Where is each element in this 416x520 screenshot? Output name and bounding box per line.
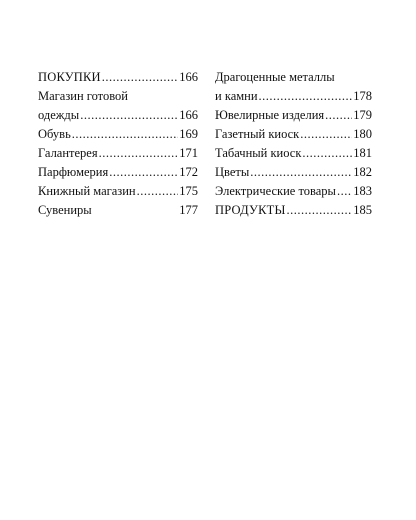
toc-entry-title: Газетный киоск bbox=[215, 127, 300, 141]
toc-entry-title: Сувениры bbox=[38, 203, 92, 217]
toc-entry-page: 182 bbox=[353, 165, 372, 179]
dot-leader bbox=[102, 68, 178, 87]
toc-entry-knizhny bbox=[38, 182, 198, 201]
toc-entry-page: 180 bbox=[353, 127, 372, 141]
toc-entry-title: Галантерея bbox=[38, 146, 98, 160]
toc-entry-odezhdy bbox=[38, 106, 198, 125]
toc-entry-title: ПРОДУКТЫ bbox=[215, 203, 286, 217]
toc-entry-pokupki bbox=[38, 68, 198, 87]
dot-leader bbox=[99, 144, 179, 163]
toc-entry-parfyumeriya bbox=[38, 163, 198, 182]
toc-column-left bbox=[38, 68, 198, 220]
toc-entry-title: Книжный магазин bbox=[38, 184, 136, 198]
toc-entry-elektricheskie bbox=[215, 182, 372, 201]
dot-leader bbox=[325, 106, 352, 125]
toc-entry-page: 172 bbox=[179, 165, 198, 179]
toc-entry-tabachny bbox=[215, 144, 372, 163]
toc-entry-page: 166 bbox=[179, 70, 198, 84]
toc-entry-page: 179 bbox=[353, 108, 372, 122]
toc-entry-title: Табачный киоск bbox=[215, 146, 302, 160]
toc-entry-line: Драгоценные металлы bbox=[215, 70, 335, 84]
dot-leader bbox=[72, 125, 178, 144]
toc-entry-page: 185 bbox=[353, 203, 372, 217]
toc-entry-title: ПОКУПКИ bbox=[38, 70, 101, 84]
dot-leader bbox=[109, 163, 178, 182]
toc-entry-line: Магазин готовой bbox=[38, 89, 128, 103]
dot-leader bbox=[259, 87, 353, 106]
toc-entry-kamni bbox=[215, 87, 372, 106]
dot-leader bbox=[300, 125, 352, 144]
toc-entry-page: 171 bbox=[179, 146, 198, 160]
toc-entry-yuvelirnye bbox=[215, 106, 372, 125]
toc-entry-page: 169 bbox=[179, 127, 198, 141]
toc-entry-page: 183 bbox=[353, 184, 372, 198]
toc-entry-obuv bbox=[38, 125, 198, 144]
toc-entry-title: Электрические товары bbox=[215, 184, 336, 198]
dot-leader bbox=[287, 201, 353, 220]
toc-entry-produkty bbox=[215, 201, 372, 220]
dot-leader bbox=[137, 182, 179, 201]
toc-entry-tsvety bbox=[215, 163, 372, 182]
toc-entry-gazetny bbox=[215, 125, 372, 144]
toc-entry-galantereya bbox=[38, 144, 198, 163]
toc-entry-page: 178 bbox=[353, 89, 372, 103]
toc-entry-title: Парфюмерия bbox=[38, 165, 109, 179]
toc-entry-page: 175 bbox=[179, 184, 198, 198]
toc-column-right bbox=[215, 68, 372, 220]
dot-leader bbox=[337, 182, 352, 201]
dot-leader bbox=[80, 106, 178, 125]
dot-leader bbox=[302, 144, 352, 163]
toc-entry-page: 181 bbox=[353, 146, 372, 160]
toc-entry-page: 177 bbox=[179, 203, 198, 217]
toc-entry-title: Цветы bbox=[215, 165, 250, 179]
toc-entry-title: и камни bbox=[215, 89, 258, 103]
toc-entry-title: Обувь bbox=[38, 127, 71, 141]
toc-entry-title: одежды bbox=[38, 108, 80, 122]
toc-entry-suveniry bbox=[38, 201, 198, 220]
dot-leader bbox=[250, 163, 352, 182]
toc-entry-title: Ювелирные изделия bbox=[215, 108, 325, 122]
toc-entry-page: 166 bbox=[179, 108, 198, 122]
